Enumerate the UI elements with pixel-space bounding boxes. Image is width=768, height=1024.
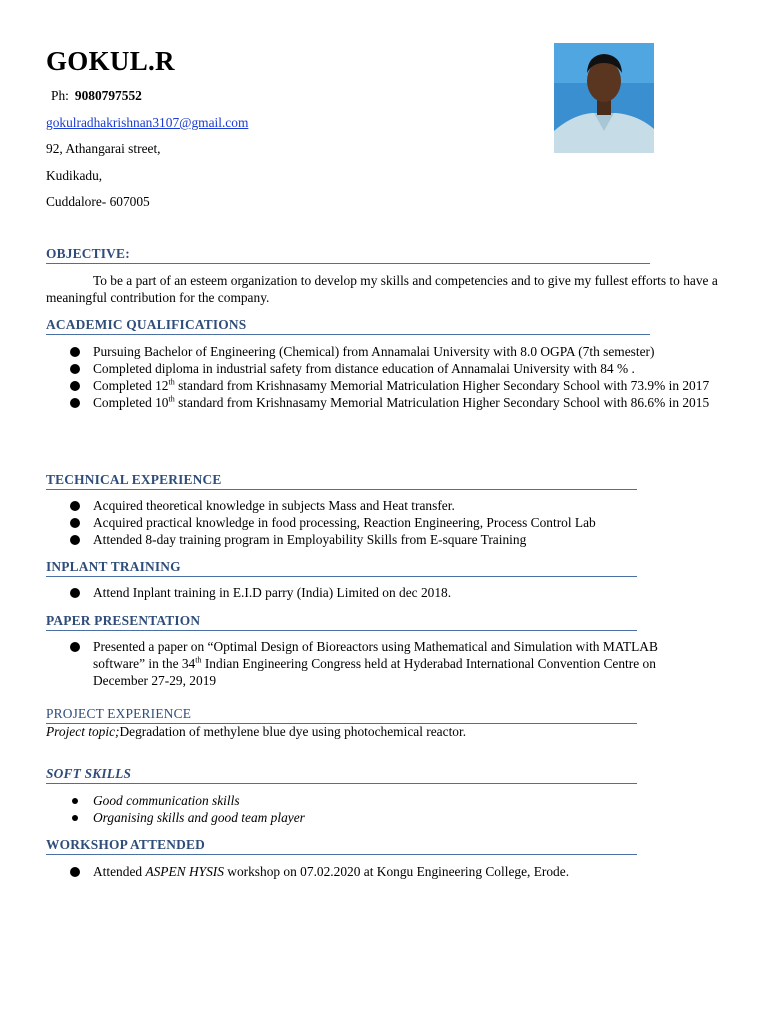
phone-label: Ph: (51, 88, 69, 103)
candidate-name: GOKUL.R (46, 46, 175, 76)
address-line-1: 92, Athangarai street, (46, 141, 161, 156)
objective-heading: OBJECTIVE: (46, 245, 650, 264)
list-item: Attended ASPEN HYSIS workshop on 07.02.2020 at Kongu Engineering College, Erode. (46, 863, 726, 880)
objective-text: To be a part of an esteem organization to develop my skills and competencies and to give my fullest efforts to have a meaningful contribution for the company. (46, 273, 718, 305)
list-item: Attend Inplant training in E.I.D parry (India) Limited on dec 2018. (46, 584, 726, 601)
phone-number: 9080797552 (74, 88, 142, 103)
inplant-list (46, 584, 726, 601)
technical-heading: TECHNICAL EXPERIENCE (46, 471, 637, 490)
list-item: Completed 10th standard from Krishnasamy Memorial Matriculation Higher Secondary School with 86.6% in 2015 (46, 394, 726, 411)
soft-skills-list (46, 792, 726, 826)
list-item: Presented a paper on “Optimal Design of Bioreactors using Mathematical and Simulation with MATLAB software” in the 34th Indian Engineering Congress held at Hyderabad International Convention Centre on December 27-29, 2019 (46, 638, 686, 689)
academic-heading: ACADEMIC QUALIFICATIONS (46, 316, 650, 335)
inplant-heading: INPLANT TRAINING (46, 558, 637, 577)
list-item: Completed diploma in industrial safety from distance education of Annamalai University with 84 % . (46, 360, 726, 377)
paper-heading: PAPER PRESENTATION (46, 612, 637, 631)
list-item: Completed 12th standard from Krishnasamy Memorial Matriculation Higher Secondary School with 73.9% in 2017 (46, 377, 726, 394)
phone-line (51, 87, 142, 104)
list-item: Attended 8-day training program in Employability Skills from E-square Training (46, 531, 726, 548)
project-heading: PROJECT EXPERIENCE (46, 705, 637, 724)
list-item: Acquired practical knowledge in food processing, Reaction Engineering, Process Control Lab (46, 514, 726, 531)
workshop-heading: WORKSHOP ATTENDED (46, 836, 637, 855)
project-label: Project topic; (46, 724, 120, 739)
address-line-2: Kudikadu, (46, 168, 103, 183)
paper-list (46, 638, 686, 689)
academic-list (46, 343, 726, 411)
list-item: Organising skills and good team player (46, 809, 726, 826)
workshop-list (46, 863, 726, 880)
soft-skills-heading: SOFT SKILLS (46, 765, 637, 784)
list-item: Acquired theoretical knowledge in subjects Mass and Heat transfer. (46, 497, 726, 514)
email-link[interactable]: gokulradhakrishnan3107@gmail.com (46, 115, 249, 130)
address-line-3: Cuddalore- 607005 (46, 194, 150, 209)
profile-photo (554, 43, 654, 153)
technical-list (46, 497, 726, 548)
list-item: Good communication skills (46, 792, 726, 809)
list-item: Pursuing Bachelor of Engineering (Chemical) from Annamalai University with 8.0 OGPA (7th semester) (46, 343, 726, 360)
project-text: Project topic;Degradation of methylene blue dye using photochemical reactor. (46, 724, 467, 739)
